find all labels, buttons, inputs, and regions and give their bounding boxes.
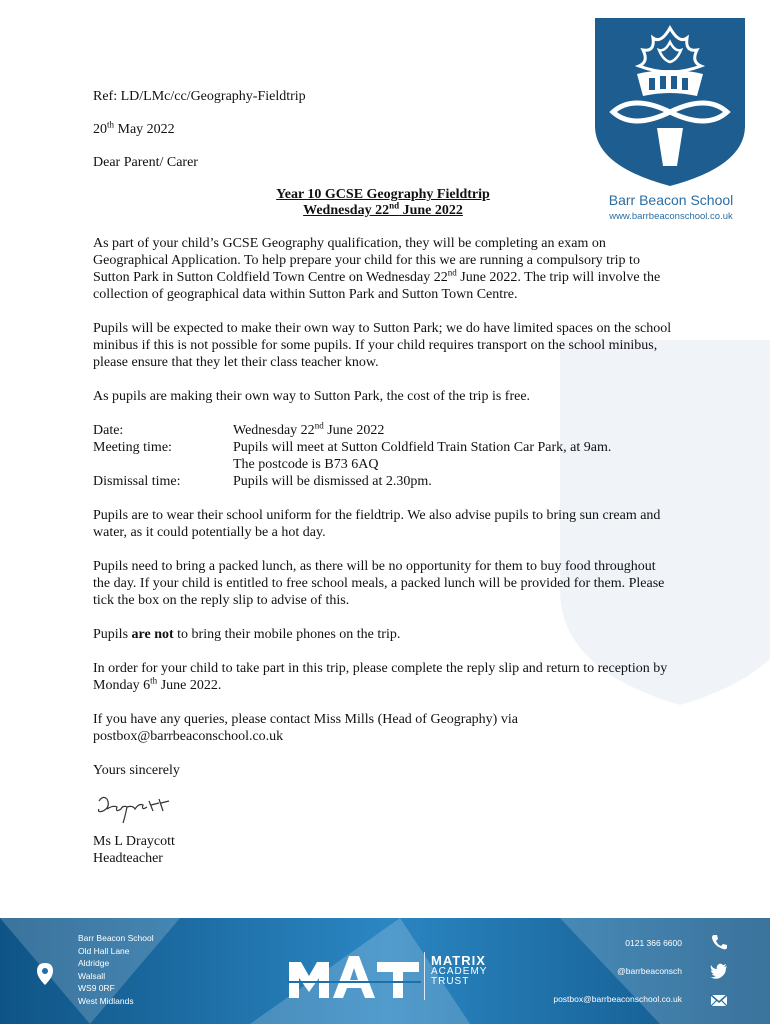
signature bbox=[93, 787, 183, 827]
address-line: WS9 0RF bbox=[78, 983, 115, 993]
meeting-value: Pupils will meet at Sutton Coldfield Train Station Car Park, at 9am. The postcode is B73 6AQ bbox=[233, 440, 612, 472]
mat-divider bbox=[424, 952, 425, 1000]
address-line: Barr Beacon School bbox=[78, 933, 154, 943]
dismissal-label: Dismissal time: bbox=[93, 474, 181, 489]
paragraph-cost: As pupils are making their own way to Sutton Park, the cost of the trip is free. bbox=[93, 389, 531, 404]
paragraph-intro: As part of your child’s GCSE Geography qualification, they will be completing an exam on Geographical Application. To help prepare your child for this we are running a compulsory trip to Sutton Park in Sutton Coldfield Town Centre on Wednesday 22nd June 2022. The trip will involve the collection of geographical data within Sutton Park and Sutton Town Centre. bbox=[93, 236, 661, 302]
detail-row-meeting bbox=[93, 439, 611, 473]
date-value: Wednesday 22nd June 2022 bbox=[233, 420, 385, 438]
detail-row-date bbox=[93, 422, 611, 439]
footer-phone[interactable]: 0121 366 6600 bbox=[625, 938, 682, 948]
signer-title: Headteacher bbox=[93, 851, 163, 866]
paragraph-phones: Pupils are not to bring their mobile phones on the trip. bbox=[93, 627, 401, 642]
school-name: Barr Beacon School bbox=[608, 192, 734, 208]
location-pin-icon bbox=[36, 962, 54, 986]
school-website[interactable]: www.barrbeaconschool.co.uk bbox=[609, 211, 733, 222]
dismissal-value: Pupils will be dismissed at 2.30pm. bbox=[233, 474, 432, 489]
paragraph-lunch: Pupils need to bring a packed lunch, as there will be no opportunity for them to buy food throughout the day. If your child is entitled to free school meals, a packed lunch will be provided for them. Please tick the box on the reply slip to advise of this. bbox=[93, 559, 665, 608]
signer-name: Ms L Draycott bbox=[93, 834, 175, 849]
phone-icon bbox=[710, 934, 728, 950]
footer-email[interactable]: postbox@barrbeaconschool.co.uk bbox=[553, 994, 682, 1004]
letter-title: Year 10 GCSE Geography Fieldtrip bbox=[276, 187, 490, 202]
twitter-icon bbox=[710, 963, 728, 979]
paragraph-reply: In order for your child to take part in this trip, please complete the reply slip and return to reception by Monday 6th June 2022. bbox=[93, 661, 668, 693]
mat-name: MATRIX ACADEMY TRUST bbox=[431, 953, 488, 987]
footer-address bbox=[78, 932, 154, 1007]
address-line: Aldridge bbox=[78, 958, 110, 968]
greeting: Dear Parent/ Carer bbox=[93, 155, 198, 170]
letter-date: 20th May 2022 bbox=[93, 119, 175, 137]
meeting-label: Meeting time: bbox=[93, 440, 172, 455]
closing: Yours sincerely bbox=[93, 763, 180, 778]
paragraph-uniform: Pupils are to wear their school uniform for the fieldtrip. We also advise pupils to bring sun cream and water, as it could potentially be a hot day. bbox=[93, 508, 661, 540]
paragraph-transport: Pupils will be expected to make their own way to Sutton Park; we do have limited spaces on the school minibus if this is not possible for some pupils. If your child requires transport on the school minibus, please ensure that they let their class teacher know. bbox=[93, 321, 672, 370]
address-line: Old Hall Lane bbox=[78, 945, 130, 956]
date-label: Date: bbox=[93, 423, 124, 438]
reference-line: Ref: LD/LMc/cc/Geography-Fieldtrip bbox=[93, 89, 306, 104]
letter-subtitle: Wednesday 22nd June 2022 bbox=[303, 200, 463, 218]
footer-twitter[interactable]: @barrbeaconsch bbox=[617, 966, 682, 976]
trip-details-table bbox=[93, 422, 611, 490]
mail-icon bbox=[710, 992, 728, 1008]
mat-logo-icon bbox=[287, 952, 421, 1000]
address-line: Walsall bbox=[78, 970, 106, 981]
paragraph-queries: If you have any queries, please contact Miss Mills (Head of Geography) via postbox@barrbeaconschool.co.uk bbox=[93, 712, 518, 744]
footer-bar bbox=[0, 918, 770, 1024]
letter-body bbox=[93, 88, 673, 867]
detail-row-dismissal bbox=[93, 473, 611, 490]
address-line: West Midlands bbox=[78, 995, 134, 1006]
